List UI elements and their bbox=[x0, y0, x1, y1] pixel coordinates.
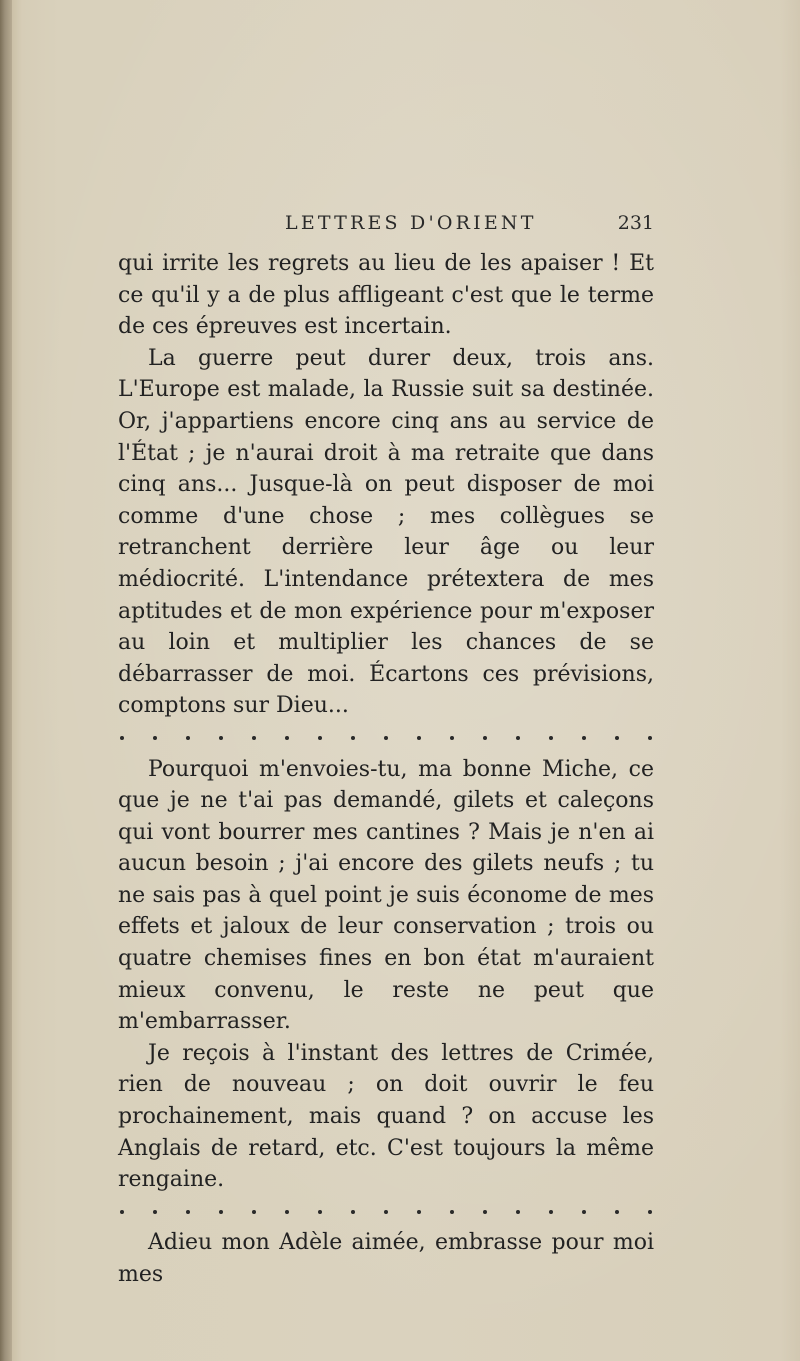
ellipsis-dot bbox=[615, 1210, 619, 1214]
paragraph-1: qui irrite les regrets au lieu de les apaiser ! Et ce qu'il y a de plus affligeant c'est que le terme de ces épreuves est incertain. bbox=[118, 251, 654, 340]
ellipsis-row-1 bbox=[118, 722, 654, 754]
ellipsis-dot bbox=[219, 1210, 223, 1214]
ellipsis-dot bbox=[285, 736, 289, 740]
ellipsis-dot bbox=[483, 736, 487, 740]
running-title: LETTRES D'ORIENT bbox=[285, 212, 537, 234]
ellipsis-dot bbox=[384, 736, 388, 740]
ellipsis-dot bbox=[186, 1210, 190, 1214]
ellipsis-dot bbox=[252, 1210, 256, 1214]
ellipsis-dot bbox=[450, 736, 454, 740]
ellipsis-dot bbox=[318, 1210, 322, 1214]
paragraph-4: Je reçois à l'instant des lettres de Crimée, rien de nouveau ; on doit ouvrir le feu prochainement, mais quand ? on accuse les Anglais de retard, etc. C'est toujours la même rengaine. bbox=[118, 1040, 654, 1193]
ellipsis-dot bbox=[318, 736, 322, 740]
paragraph-3: Pourquoi m'envoies-tu, ma bonne Miche, ce que je ne t'ai pas demandé, gilets et caleçons qui vont bourrer mes cantines ? Mais je n'en ai aucun besoin ; j'ai encore des gilets neufs ; tu ne sais pas à quel point je suis économe de mes effets et jaloux de leur conservation ; trois ou quatre chemises fines en bon état m'auraient mieux convenu, le reste ne peut que m'embarrasser. bbox=[118, 756, 654, 1035]
ellipsis-dot bbox=[582, 1210, 586, 1214]
page-body bbox=[118, 248, 654, 1291]
paragraph-2: La guerre peut durer deux, trois ans. L'Europe est malade, la Russie suit sa destinée. Or, j'appartiens encore cinq ans au service de l'État ; je n'aurai droit à ma retraite que dans cinq ans... Jusque-là on peut disposer de moi comme d'une chose ; mes collègues se retranchent derrière leur âge ou leur médiocrité. L'intendance prétextera de mes aptitudes et de mon expérience pour m'exposer au loin et multiplier les chances de se débarrasser de moi. Écartons ces prévisions, comptons sur Dieu... bbox=[118, 345, 654, 719]
ellipsis-dot bbox=[351, 736, 355, 740]
ellipsis-dot bbox=[384, 1210, 388, 1214]
ellipsis-dot bbox=[351, 1210, 355, 1214]
ellipsis-row-2 bbox=[118, 1196, 654, 1228]
page-binding-edge bbox=[0, 0, 12, 1361]
page-number: 231 bbox=[617, 212, 654, 234]
ellipsis-dot bbox=[153, 1210, 157, 1214]
ellipsis-dot bbox=[516, 736, 520, 740]
page-header bbox=[118, 212, 654, 240]
ellipsis-dot bbox=[285, 1210, 289, 1214]
ellipsis-dot bbox=[549, 736, 553, 740]
ellipsis-dot bbox=[219, 736, 223, 740]
ellipsis-dot bbox=[483, 1210, 487, 1214]
ellipsis-dot bbox=[648, 736, 652, 740]
ellipsis-dot bbox=[186, 736, 190, 740]
ellipsis-dot bbox=[582, 736, 586, 740]
ellipsis-dot bbox=[648, 1210, 652, 1214]
ellipsis-dot bbox=[153, 736, 157, 740]
ellipsis-dot bbox=[516, 1210, 520, 1214]
ellipsis-dot bbox=[450, 1210, 454, 1214]
paragraph-5: Adieu mon Adèle aimée, embrasse pour moi mes bbox=[118, 1230, 654, 1287]
ellipsis-dot bbox=[417, 1210, 421, 1214]
ellipsis-dot bbox=[417, 736, 421, 740]
ellipsis-dot bbox=[615, 736, 619, 740]
ellipsis-dot bbox=[120, 736, 124, 740]
ellipsis-dot bbox=[120, 1210, 124, 1214]
ellipsis-dot bbox=[549, 1210, 553, 1214]
ellipsis-dot bbox=[252, 736, 256, 740]
